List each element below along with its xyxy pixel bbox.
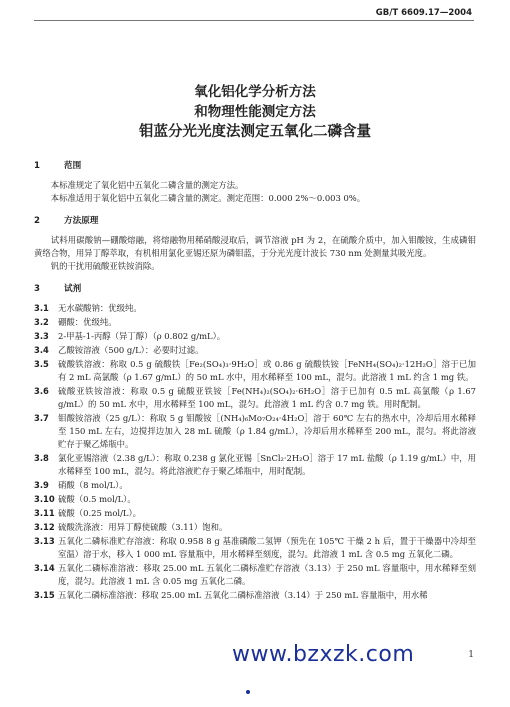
site-watermark: www.bzxzk.com (232, 642, 415, 667)
title-line-2: 和物理性能测定方法 (194, 104, 316, 120)
item-text: 2-甲基-1-丙醇（异丁醇）（ρ 0.802 g/mL）。 (58, 331, 226, 341)
section-number: 2 (34, 216, 40, 226)
section-heading (34, 160, 476, 173)
reagent-item (34, 452, 476, 478)
item-number: 3.1 (34, 303, 49, 313)
reagent-item (34, 589, 476, 602)
item-number: 3.9 (34, 480, 49, 490)
item-number: 3.12 (34, 522, 55, 532)
section-heading (34, 283, 476, 296)
item-text: 五氧化二磷标准溶液：移取 25.00 mL 五氧化二磷标准贮存溶液（3.13）于 250 mL 容量瓶中，用水稀释至刻度，混匀。此溶液 1 mL 含 0.05 mg 五氧化二磷。 (58, 563, 476, 586)
reagent-item (34, 385, 476, 411)
paragraph: 钒的干扰用硫酸亚铁铵消除。 (50, 261, 160, 271)
item-number: 3.6 (34, 386, 49, 396)
item-text: 钼酸铵溶液（25 g/L）：称取 5 g 钼酸铵［(NH₄)₆Mo₇O₂₄·4H₂O］溶于 60℃ 左右的热水中，冷却后用水稀释至 150 mL 左右，边搅拌边加入 28 mL 硫酸（ρ 1.84 g/mL），冷却后用水稀释至 200 mL，混匀。将此溶液贮存于聚乙烯瓶中。 (58, 413, 476, 449)
item-number: 3.15 (34, 590, 55, 600)
section-number: 3 (34, 284, 40, 294)
item-number: 3.13 (34, 536, 55, 546)
standard-code: GB/T 6609.17—2004 (375, 8, 472, 18)
paragraph: 试料用碳酸钠—硼酸熔融，将熔融物用稀硝酸浸取后，调节溶液 pH 为 2，在硫酸介质中，加入钼酸铵，生成磷钼黄络合物，用异丁醇萃取，有机相用氯化亚锡还原为磷钼蓝，于分光光度计波长 730 nm 处测量其吸光度。 (34, 235, 476, 258)
page-number: 1 (468, 650, 474, 660)
item-text: 乙酸铵溶液（500 g/L）：必要时过滤。 (58, 345, 204, 355)
section-title: 范围 (64, 161, 82, 171)
watermark-dot (246, 690, 250, 694)
item-number: 3.2 (34, 317, 49, 327)
item-text: 硫酸（0.25 mol/L）。 (58, 508, 142, 518)
header-rule (34, 20, 474, 21)
section-title: 试剂 (64, 284, 82, 294)
item-text: 硝酸（8 mol/L）。 (58, 480, 128, 490)
item-number: 3.11 (34, 508, 55, 518)
section-scope (34, 160, 476, 205)
title-line-3: 钼蓝分光光度法测定五氧化二磷含量 (139, 124, 371, 140)
reagent-item (34, 562, 476, 588)
reagent-item (34, 316, 476, 329)
title-line-1: 氧化铝化学分析方法 (194, 84, 316, 100)
item-number: 3.7 (34, 413, 49, 423)
reagent-item (34, 330, 476, 343)
reagent-item (34, 521, 476, 534)
item-text: 硫酸（0.5 mol/L）。 (58, 494, 136, 504)
reagent-item (34, 479, 476, 492)
item-number: 3.4 (34, 345, 49, 355)
reagent-item (34, 493, 476, 506)
section-title: 方法原理 (64, 216, 99, 226)
reagent-item (34, 344, 476, 357)
item-text: 氯化亚锡溶液（2.38 g/L）：称取 0.238 g 氯化亚锡［SnCl₂·2H₂O］溶于 17 mL 盐酸（ρ 1.19 g/mL）中，用水稀释至 100 mL，混匀。将此溶液贮存于聚乙烯瓶中，用时配制。 (58, 453, 476, 476)
item-number: 3.5 (34, 359, 49, 369)
item-text: 无水碳酸钠：优级纯。 (58, 303, 142, 313)
document-body (34, 150, 476, 603)
item-text: 硼酸：优级纯。 (58, 317, 117, 327)
title-block (0, 82, 510, 142)
item-number: 3.10 (34, 494, 55, 504)
reagent-item (34, 412, 476, 451)
reagent-item (34, 302, 476, 315)
item-number: 3.8 (34, 453, 49, 463)
item-number: 3.14 (34, 563, 55, 573)
reagent-item (34, 535, 476, 561)
item-text: 硫酸亚铁铵溶液：称取 0.5 g 硫酸亚铁铵［Fe(NH₄)₂(SO₄)₂·6H₂O］溶于已加有 0.5 mL 高氯酸（ρ 1.67 g/mL）的 50 mL 水中，用水稀释至 100 mL，混匀。此溶液 1 mL 约含 0.7 mg 铁。用时配制。 (58, 386, 476, 409)
item-text: 五氧化二磷标准溶液：移取 25.00 mL 五氧化二磷标准溶液（3.14）于 250 mL 容量瓶中，用水稀 (58, 590, 428, 600)
section-reagents (34, 283, 476, 602)
item-text: 硫酸洗涤液：用异丁醇使硫酸（3.11）饱和。 (58, 522, 228, 532)
section-principle (34, 215, 476, 273)
reagent-item (34, 358, 476, 384)
item-text: 硫酸铁溶液：称取 0.5 g 硫酸铁［Fe₂(SO₄)₃·9H₂O］或 0.86 g 硫酸铁铵［FeNH₄(SO₄)₂·12H₂O］溶于已加有 2 mL 高氯酸（ρ 1.67 g/mL）的 50 mL 水中，用水稀释至 100 mL，混匀。此溶液 1 mL 约含 1 mg 铁。 (58, 359, 476, 382)
section-heading (34, 215, 476, 228)
paragraph: 本标准适用于氧化铝中五氧化二磷含量的测定。测定范围：0.000 2%～0.003 0%。 (50, 193, 366, 203)
section-number: 1 (34, 161, 40, 171)
item-text: 五氧化二磷标准贮存溶液：称取 0.958 8 g 基准磷酸二氢钾（预先在 105℃ 干燥 2 h 后，置于干燥器中冷却至室温）溶于水，移入 1 000 mL 容量瓶中，用水稀释至刻度，混匀。此溶液 1 mL 含 0.5 mg 五氧化二磷。 (58, 536, 476, 559)
reagent-item (34, 507, 476, 520)
paragraph: 本标准规定了氧化铝中五氧化二磷含量的测定方法。 (50, 180, 244, 190)
item-number: 3.3 (34, 331, 49, 341)
